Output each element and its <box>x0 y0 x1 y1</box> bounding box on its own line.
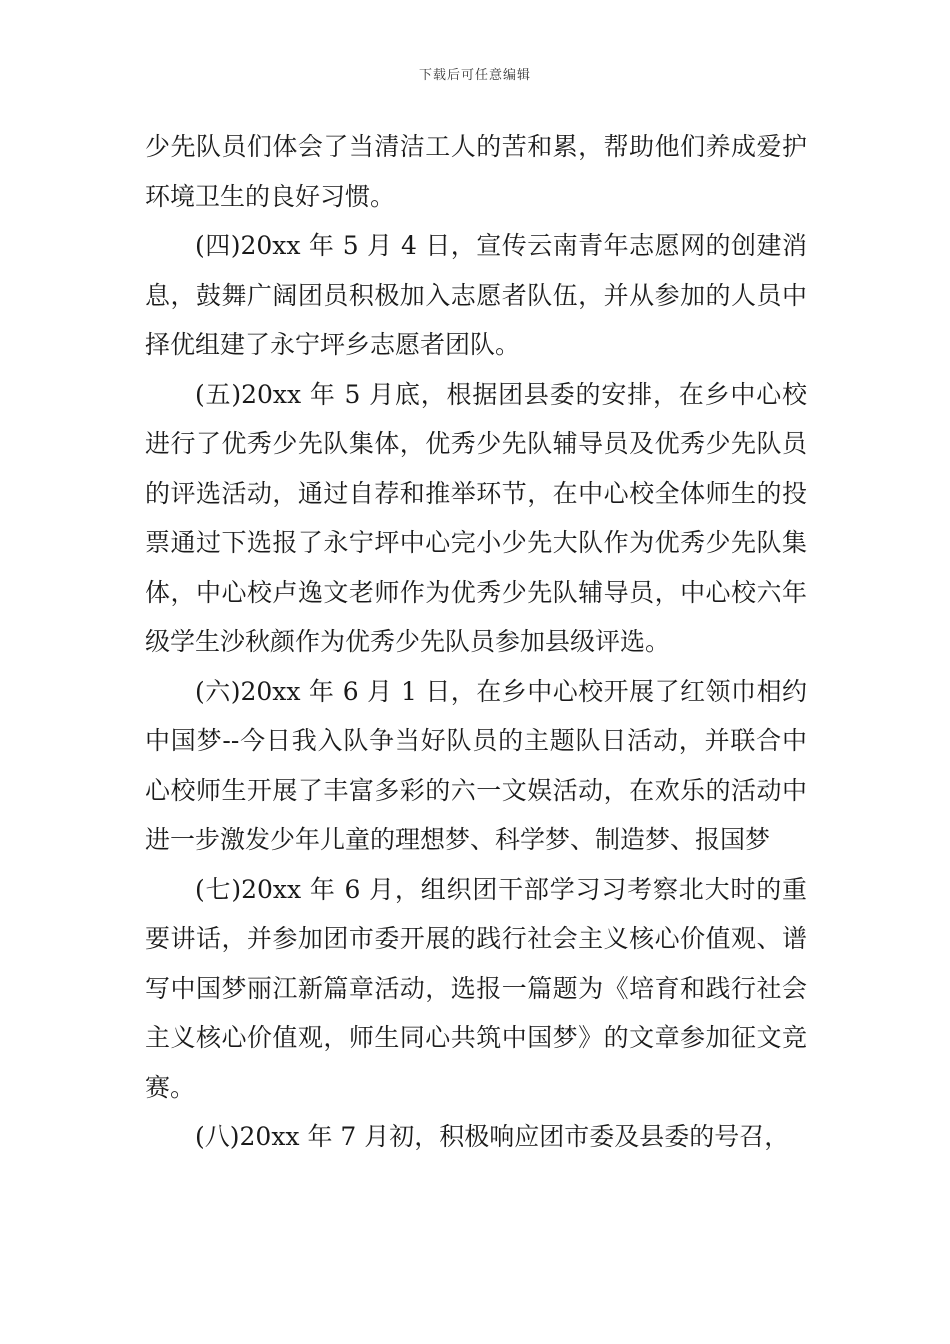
paragraph: (四)20xx 年 5 月 4 日，宣传云南青年志愿网的创建消息，鼓舞广阔团员积极加入志愿者队伍，并从参加的人员中择优组建了永宁坪乡志愿者团队。 <box>145 231 807 359</box>
paragraph: 少先队员们体会了当清洁工人的苦和累，帮助他们养成爱护环境卫生的良好习惯。 <box>145 132 807 211</box>
paragraph: (七)20xx 年 6 月，组织团干部学习习考察北大时的重要讲话，并参加团市委开展的践行社会主义核心价值观、谱写中国梦丽江新篇章活动，选报一篇题为《培育和践行社会主义核心价值观，师生同心共筑中国梦》的文章参加征文竞赛。 <box>145 874 807 1102</box>
page-header: 下载后可任意编辑 <box>418 68 531 83</box>
document-body <box>145 122 807 1162</box>
paragraph: (六)20xx 年 6 月 1 日，在乡中心校开展了红领巾相约中国梦--今日我入队争当好队员的主题队日活动，并联合中心校师生开展了丰富多彩的六一文娱活动，在欢乐的活动中进一步激发少年儿童的理想梦、科学梦、制造梦、报国梦 <box>145 676 807 854</box>
paragraph: (八)20xx 年 7 月初，积极响应团市委及县委的号召， <box>195 1122 790 1151</box>
paragraph: (五)20xx 年 5 月底，根据团县委的安排，在乡中心校进行了优秀少先队集体，优秀少先队辅导员及优秀少先队员的评选活动，通过自荐和推举环节，在中心校全体师生的投票通过下选报了永宁坪中心完小少先大队作为优秀少先队集体，中心校卢逸文老师作为优秀少先队辅导员，中心校六年级学生沙秋颜作为优秀少先队员参加县级评选。 <box>145 379 807 656</box>
